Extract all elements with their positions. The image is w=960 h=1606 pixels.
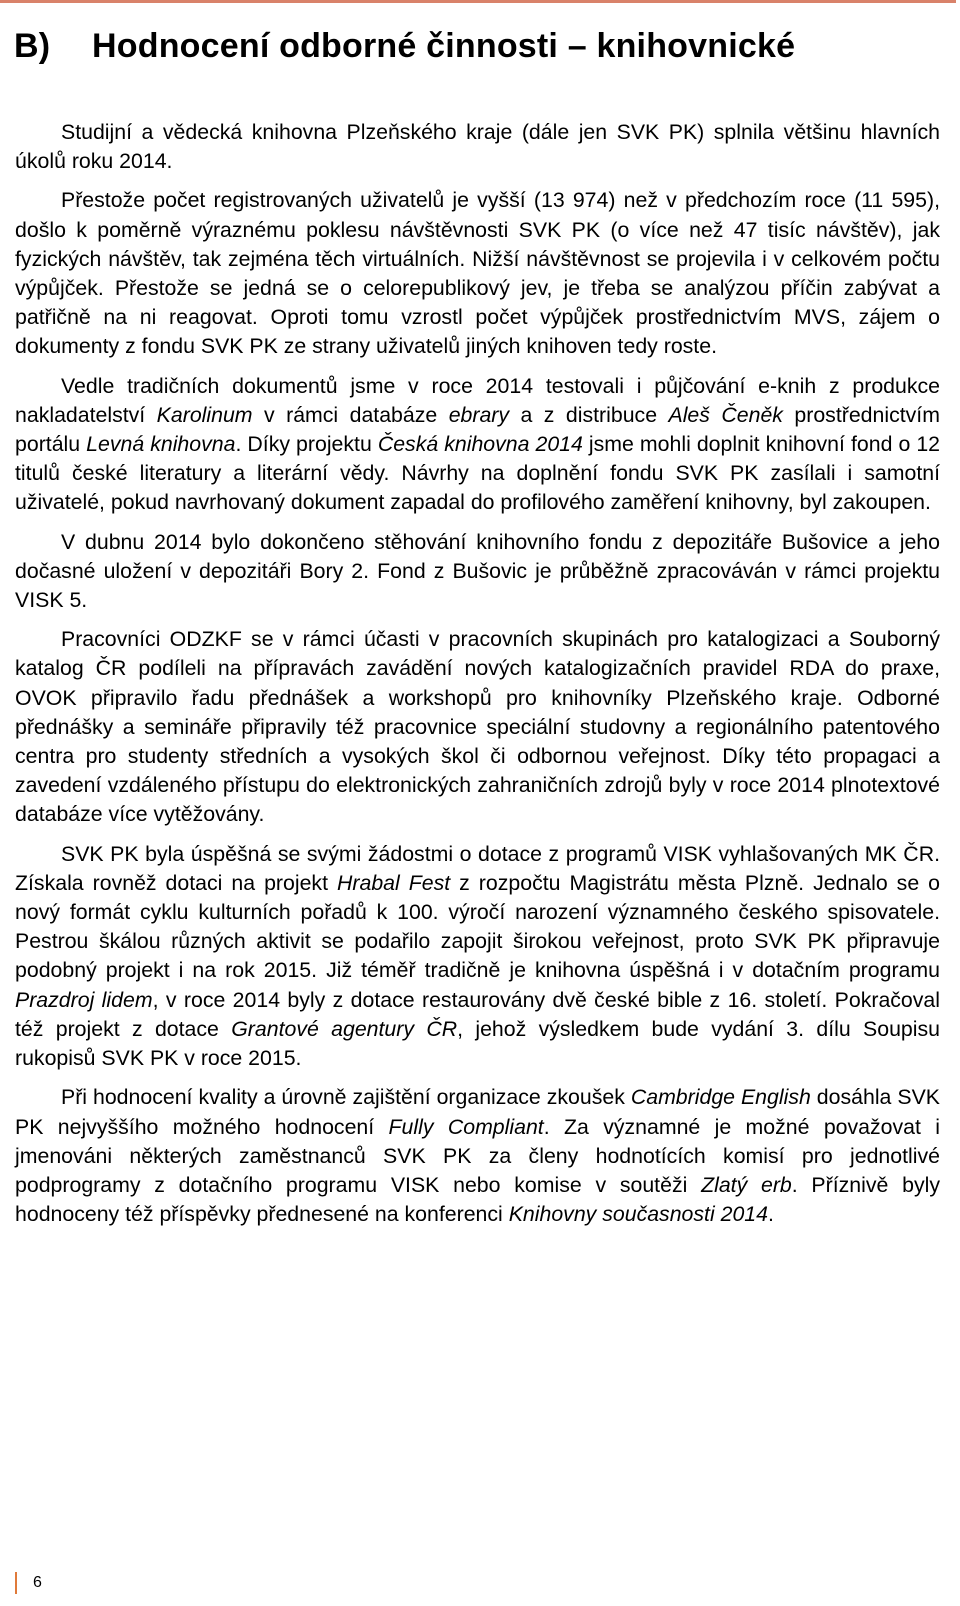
text-run: . Díky projektu bbox=[235, 432, 378, 457]
text-run: Při hodnocení kvality a úrovně zajištění organizace zkoušek bbox=[61, 1085, 631, 1110]
italic-text: Karolinum bbox=[156, 402, 253, 427]
text-run: . bbox=[768, 1202, 774, 1227]
italic-text: Levná knihovna bbox=[86, 432, 236, 457]
italic-text: Aleš Čeněk bbox=[668, 402, 783, 427]
paragraph bbox=[15, 118, 940, 176]
paragraph bbox=[15, 528, 940, 616]
paragraph bbox=[15, 840, 940, 1074]
text-run: Studijní a vědecká knihovna Plzeňského kraje (dále jen SVK PK) splnila většinu hlavních úkolů roku 2014. bbox=[15, 120, 940, 174]
footer-rule bbox=[15, 1572, 17, 1594]
paragraph bbox=[15, 1083, 940, 1229]
italic-text: Cambridge English bbox=[630, 1085, 811, 1110]
paragraph bbox=[15, 372, 940, 518]
text-run: V dubnu 2014 bylo dokončeno stěhování knihovního fondu z depozitáře Bušovice a jeho dočasné uložení v depozitáři Bory 2. Fond z Bušovic je průběžně zpracováván v rámci projektu VISK 5. bbox=[15, 529, 940, 613]
italic-text: Fully Compliant bbox=[388, 1114, 544, 1139]
italic-text: Hrabal Fest bbox=[337, 870, 451, 895]
text-run: , v roce 2014 byly z dotace restaurovány dvě české bible z 16. století. Pokračoval též projekt z dotace bbox=[15, 987, 941, 1041]
italic-text: Zlatý erb bbox=[701, 1172, 792, 1197]
text-run: Přestože počet registrovaných uživatelů je vyšší (13 974) než v předchozím roce (11 595), došlo k poměrně výraznému poklesu návštěvnosti SVK PK (o více než 47 tisíc návštěv), jak fyzických návštěv, tak zejména těch virtuálních. Nižší návštěvnost se projevila i v celkovém počtu výpůjček. Přestože se jedná se o celorepublikový jev, je třeba se analýzou příčin zabývat a patřičně na ni reagovat. Oproti tomu vzrostl počet výpůjček prostřednictvím MVS, zájem o dokumenty z fondu SVK PK ze strany uživatelů jiných knihoven tedy roste. bbox=[15, 188, 940, 359]
text-run: a z distribuce bbox=[509, 402, 669, 427]
section-number: B) bbox=[14, 27, 51, 65]
paragraph bbox=[15, 625, 940, 829]
body-text bbox=[15, 118, 940, 1239]
italic-text: Knihovny současnosti 2014 bbox=[508, 1202, 768, 1227]
text-run: prostřednictvím portálu bbox=[15, 402, 940, 457]
italic-text: ebrary bbox=[448, 402, 510, 427]
section-heading bbox=[14, 22, 795, 70]
text-run: Vedle tradičních dokumentů jsme v roce 2014 testovali i půjčování e-knih z produkce nakladatelství bbox=[15, 373, 940, 427]
section-title: Hodnocení odborné činnosti – knihovnické bbox=[92, 27, 796, 65]
italic-text: Česká knihovna 2014 bbox=[377, 432, 583, 457]
text-run: . Příznivě byly hodnoceny též příspěvky přednesené na konferenci bbox=[15, 1172, 940, 1227]
text-run: dosáhla SVK PK nejvyššího možného hodnocení bbox=[15, 1085, 940, 1139]
text-run: v rámci databáze bbox=[252, 402, 449, 427]
text-run: Pracovníci ODZKF se v rámci účasti v pracovních skupinách pro katalogizaci a Souborný katalog ČR podíleli na přípravách zavádění nových katalogizačních pravidel RDA do praxe, OVOK připravilo řadu přednášek a workshopů pro knihovníky Plzeňského kraje. Odborné přednášky a semináře připravily též pracovnice speciální studovny a regionálního patentového centra pro studenty středních a vysokých škol či odbornou veřejnost. Díky této propagaci a zavedení vzdáleného přístupu do elektronických zahraničních zdrojů byly v roce 2014 plnotextové databáze více vytěžovány. bbox=[15, 627, 940, 827]
text-run: z rozpočtu Magistrátu města Plzně. Jednalo se o nový formát cyklu kulturních pořadů k 100. výročí narození významného českého spisovatele. Pestrou škálou různých aktivit se podařilo zapojit širokou veřejnost, proto SVK PK připravuje podobný projekt i na rok 2015. Již téměř tradičně je knihovna úspěšná i v dotačním programu bbox=[15, 870, 941, 983]
text-run: SVK PK byla úspěšná se svými žádostmi o dotace z programů VISK vyhlašovaných MK ČR. Získala rovněž dotaci na projekt bbox=[15, 841, 940, 895]
paragraph bbox=[15, 186, 940, 361]
page-number: 6 bbox=[33, 1574, 42, 1591]
top-rule bbox=[0, 0, 956, 3]
italic-text: Grantové agentury ČR bbox=[231, 1016, 458, 1041]
text-run: jsme mohli doplnit knihovní fond o 12 titulů české literatury a literární vědy. Návrhy na doplnění fondu SVK PK zasílali i samotní uživatelé, pokud navrhovaný dokument zapadal do profilového zaměření knihovny, byl zakoupen. bbox=[15, 432, 941, 515]
italic-text: Prazdroj lidem bbox=[15, 987, 153, 1012]
text-run: . Za významné je možné považovat i jmenováni některých zaměstnanců SVK PK za členy hodnotících komisí pro jednotlivé podprogramy z dotačního programu VISK nebo komise v soutěži bbox=[15, 1114, 940, 1197]
text-run: , jehož výsledkem bude vydání 3. dílu Soupisu rukopisů SVK PK v roce 2015. bbox=[15, 1016, 940, 1071]
